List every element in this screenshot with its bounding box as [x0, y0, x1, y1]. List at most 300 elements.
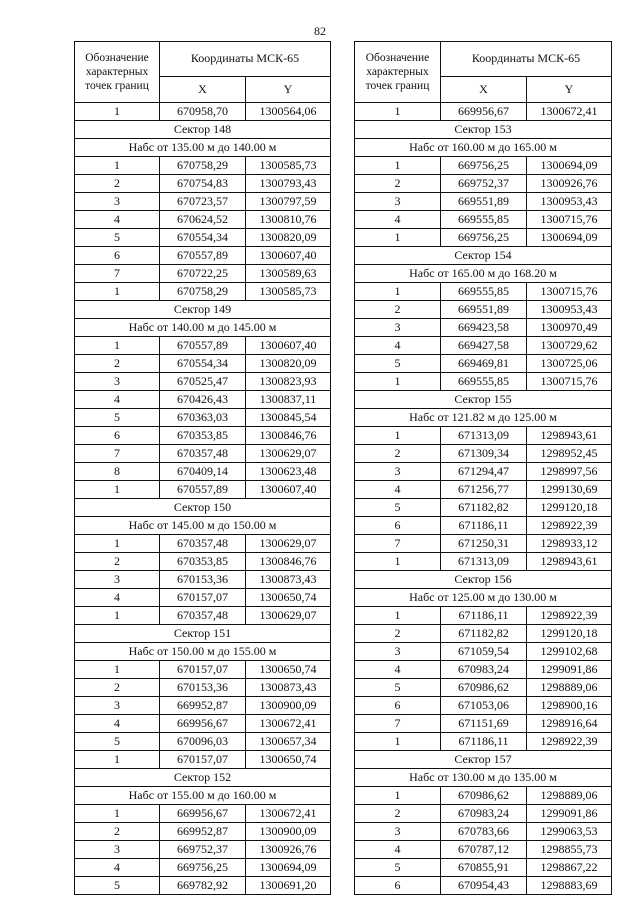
header-coordinates: Координаты МСК-65: [160, 42, 331, 77]
y-coordinate-cell: 1299063,53: [527, 823, 612, 841]
table-row: [355, 211, 612, 229]
sector-row: [355, 121, 612, 139]
x-coordinate-cell: 670557,89: [160, 481, 246, 499]
table-row: [75, 805, 331, 823]
table-row: [75, 427, 331, 445]
table-row: [75, 607, 331, 625]
table-row: [355, 337, 612, 355]
x-coordinate-cell: 670157,07: [160, 589, 246, 607]
y-coordinate-cell: 1300820,09: [246, 229, 331, 247]
table-row: [75, 589, 331, 607]
table-body-left: [75, 103, 331, 895]
x-coordinate-cell: 669956,67: [160, 805, 246, 823]
point-number-cell: 4: [355, 337, 441, 355]
height-range-row: [75, 319, 331, 337]
y-coordinate-cell: 1300585,73: [246, 283, 331, 301]
x-coordinate-cell: 670096,03: [160, 733, 246, 751]
y-coordinate-cell: 1298922,39: [527, 517, 612, 535]
table-row: [75, 247, 331, 265]
point-number-cell: 6: [355, 697, 441, 715]
x-coordinate-cell: 670958,70: [160, 103, 246, 121]
x-coordinate-cell: 669752,37: [441, 175, 527, 193]
sector-title: Сектор 152: [75, 769, 331, 787]
x-coordinate-cell: 670624,52: [160, 211, 246, 229]
point-number-cell: 3: [75, 373, 160, 391]
table-row: [355, 373, 612, 391]
table-row: [75, 823, 331, 841]
table-row: [355, 733, 612, 751]
point-number-cell: 3: [355, 643, 441, 661]
point-number-cell: 1: [355, 733, 441, 751]
y-coordinate-cell: 1300970,49: [527, 319, 612, 337]
point-number-cell: 2: [75, 823, 160, 841]
table-row: [355, 787, 612, 805]
y-coordinate-cell: 1298922,39: [527, 733, 612, 751]
point-number-cell: 1: [75, 751, 160, 769]
point-number-cell: 3: [75, 571, 160, 589]
y-coordinate-cell: 1300650,74: [246, 751, 331, 769]
height-range-row: [75, 787, 331, 805]
y-coordinate-cell: 1298889,06: [527, 787, 612, 805]
point-number-cell: 4: [75, 859, 160, 877]
x-coordinate-cell: 670554,34: [160, 229, 246, 247]
height-range-row: [75, 517, 331, 535]
coordinates-table-left: [74, 41, 331, 895]
x-coordinate-cell: 670157,07: [160, 661, 246, 679]
y-coordinate-cell: 1300797,59: [246, 193, 331, 211]
point-number-cell: 1: [75, 481, 160, 499]
table-row: [75, 841, 331, 859]
x-coordinate-cell: 671294,47: [441, 463, 527, 481]
x-coordinate-cell: 671256,77: [441, 481, 527, 499]
point-number-cell: 2: [75, 679, 160, 697]
x-coordinate-cell: 669782,92: [160, 877, 246, 895]
x-coordinate-cell: 670153,36: [160, 679, 246, 697]
y-coordinate-cell: 1300672,41: [246, 715, 331, 733]
point-number-cell: 1: [355, 553, 441, 571]
y-coordinate-cell: 1298943,61: [527, 553, 612, 571]
point-number-cell: 3: [355, 463, 441, 481]
sector-title: Сектор 154: [355, 247, 612, 265]
x-coordinate-cell: 669956,67: [441, 103, 527, 121]
table-row: [355, 283, 612, 301]
x-coordinate-cell: 671186,11: [441, 607, 527, 625]
table-row: [355, 715, 612, 733]
point-number-cell: 7: [75, 265, 160, 283]
x-coordinate-cell: 671250,31: [441, 535, 527, 553]
point-number-cell: 2: [355, 175, 441, 193]
point-number-cell: 1: [75, 535, 160, 553]
x-coordinate-cell: 671186,11: [441, 733, 527, 751]
table-row: [355, 823, 612, 841]
height-range: Набс от 145.00 м до 150.00 м: [75, 517, 331, 535]
x-coordinate-cell: 669469,81: [441, 355, 527, 373]
y-coordinate-cell: 1300629,07: [246, 445, 331, 463]
y-coordinate-cell: 1300672,41: [246, 805, 331, 823]
point-number-cell: 1: [75, 607, 160, 625]
y-coordinate-cell: 1298997,56: [527, 463, 612, 481]
table-row: [75, 553, 331, 571]
x-coordinate-cell: 670983,24: [441, 661, 527, 679]
table-row: [75, 751, 331, 769]
y-coordinate-cell: 1300715,76: [527, 283, 612, 301]
y-coordinate-cell: 1300629,07: [246, 607, 331, 625]
point-number-cell: 8: [75, 463, 160, 481]
height-range: Набс от 125.00 м до 130.00 м: [355, 589, 612, 607]
x-coordinate-cell: 669756,25: [441, 229, 527, 247]
point-number-cell: 4: [355, 841, 441, 859]
table-row: [355, 355, 612, 373]
y-coordinate-cell: 1300650,74: [246, 589, 331, 607]
table-row: [355, 859, 612, 877]
x-coordinate-cell: 671059,54: [441, 643, 527, 661]
point-number-cell: 2: [75, 355, 160, 373]
y-coordinate-cell: 1300691,20: [246, 877, 331, 895]
x-coordinate-cell: 670758,29: [160, 283, 246, 301]
table-row: [355, 697, 612, 715]
x-coordinate-cell: 670353,85: [160, 427, 246, 445]
height-range-row: [355, 589, 612, 607]
y-coordinate-cell: 1300715,76: [527, 373, 612, 391]
point-number-cell: 4: [355, 211, 441, 229]
y-coordinate-cell: 1300585,73: [246, 157, 331, 175]
x-coordinate-cell: 670722,25: [160, 265, 246, 283]
x-coordinate-cell: 670153,36: [160, 571, 246, 589]
table-row: [75, 337, 331, 355]
point-number-cell: 4: [75, 391, 160, 409]
table-row: [355, 319, 612, 337]
table-row: [355, 877, 612, 895]
point-number-cell: 7: [75, 445, 160, 463]
point-number-cell: 4: [75, 211, 160, 229]
x-coordinate-cell: 669756,25: [441, 157, 527, 175]
sector-row: [75, 625, 331, 643]
point-number-cell: 1: [355, 607, 441, 625]
point-number-cell: 1: [75, 283, 160, 301]
y-coordinate-cell: 1298867,22: [527, 859, 612, 877]
x-coordinate-cell: 670554,34: [160, 355, 246, 373]
y-coordinate-cell: 1300629,07: [246, 535, 331, 553]
header-designation: Обозначение характерных точек границ: [355, 42, 441, 103]
x-coordinate-cell: 670954,43: [441, 877, 527, 895]
y-coordinate-cell: 1300607,40: [246, 481, 331, 499]
x-coordinate-cell: 671309,34: [441, 445, 527, 463]
point-number-cell: 6: [355, 517, 441, 535]
y-coordinate-cell: 1300900,09: [246, 823, 331, 841]
point-number-cell: 1: [355, 157, 441, 175]
x-coordinate-cell: 670783,66: [441, 823, 527, 841]
x-coordinate-cell: 671182,82: [441, 625, 527, 643]
page-number: 82: [314, 24, 326, 38]
point-number-cell: 2: [75, 175, 160, 193]
y-coordinate-cell: 1300564,06: [246, 103, 331, 121]
point-number-cell: 5: [355, 859, 441, 877]
table-row: [355, 661, 612, 679]
y-coordinate-cell: 1299091,86: [527, 661, 612, 679]
table-row: [355, 463, 612, 481]
sector-title: Сектор 153: [355, 121, 612, 139]
table-row: [75, 175, 331, 193]
point-number-cell: 1: [355, 103, 441, 121]
table-row: [355, 805, 612, 823]
y-coordinate-cell: 1300657,34: [246, 733, 331, 751]
y-coordinate-cell: 1300623,48: [246, 463, 331, 481]
point-number-cell: 6: [75, 427, 160, 445]
x-coordinate-cell: 670758,29: [160, 157, 246, 175]
header-x: X: [441, 76, 527, 102]
table-row: [75, 355, 331, 373]
sector-row: [75, 769, 331, 787]
table-row: [355, 445, 612, 463]
point-number-cell: 7: [355, 715, 441, 733]
table-row: [355, 625, 612, 643]
x-coordinate-cell: 670986,62: [441, 787, 527, 805]
table-row: [355, 841, 612, 859]
height-range: Набс от 140.00 м до 145.00 м: [75, 319, 331, 337]
point-number-cell: 3: [75, 841, 160, 859]
table-row: [355, 607, 612, 625]
table-row: [75, 877, 331, 895]
table-row: [355, 301, 612, 319]
height-range: Набс от 155.00 м до 160.00 м: [75, 787, 331, 805]
table-row: [75, 697, 331, 715]
y-coordinate-cell: 1300823,93: [246, 373, 331, 391]
x-coordinate-cell: 670409,14: [160, 463, 246, 481]
table-body-right: [355, 103, 612, 895]
sector-title: Сектор 157: [355, 751, 612, 769]
sector-title: Сектор 156: [355, 571, 612, 589]
table-row: [355, 643, 612, 661]
point-number-cell: 1: [75, 661, 160, 679]
sector-row: [355, 391, 612, 409]
point-number-cell: 2: [355, 445, 441, 463]
x-coordinate-cell: 670723,57: [160, 193, 246, 211]
table-row: [355, 499, 612, 517]
y-coordinate-cell: 1298943,61: [527, 427, 612, 445]
x-coordinate-cell: 670353,85: [160, 553, 246, 571]
table-row: [355, 427, 612, 445]
x-coordinate-cell: 670557,89: [160, 247, 246, 265]
sector-title: Сектор 148: [75, 121, 331, 139]
y-coordinate-cell: 1299120,18: [527, 499, 612, 517]
x-coordinate-cell: 670986,62: [441, 679, 527, 697]
point-number-cell: 3: [355, 319, 441, 337]
y-coordinate-cell: 1300715,76: [527, 211, 612, 229]
point-number-cell: 2: [355, 805, 441, 823]
sector-title: Сектор 151: [75, 625, 331, 643]
table-row: [355, 175, 612, 193]
table-row: [355, 553, 612, 571]
x-coordinate-cell: 669423,58: [441, 319, 527, 337]
table-row: [75, 463, 331, 481]
x-coordinate-cell: 670855,91: [441, 859, 527, 877]
x-coordinate-cell: 671186,11: [441, 517, 527, 535]
header-y: Y: [246, 76, 331, 102]
x-coordinate-cell: 670754,83: [160, 175, 246, 193]
table-row: [75, 859, 331, 877]
point-number-cell: 1: [355, 787, 441, 805]
sector-title: Сектор 150: [75, 499, 331, 517]
y-coordinate-cell: 1298900,16: [527, 697, 612, 715]
x-coordinate-cell: 671151,69: [441, 715, 527, 733]
y-coordinate-cell: 1300846,76: [246, 553, 331, 571]
point-number-cell: 3: [355, 823, 441, 841]
height-range: Набс от 160.00 м до 165.00 м: [355, 139, 612, 157]
y-coordinate-cell: 1299091,86: [527, 805, 612, 823]
x-coordinate-cell: 669952,87: [160, 697, 246, 715]
y-coordinate-cell: 1300725,06: [527, 355, 612, 373]
y-coordinate-cell: 1298933,12: [527, 535, 612, 553]
y-coordinate-cell: 1300820,09: [246, 355, 331, 373]
x-coordinate-cell: 669952,87: [160, 823, 246, 841]
x-coordinate-cell: 669555,85: [441, 211, 527, 229]
sector-row: [75, 301, 331, 319]
table-row: [75, 193, 331, 211]
table-row: [75, 157, 331, 175]
table-row: [75, 409, 331, 427]
table-row: [355, 229, 612, 247]
point-number-cell: 1: [355, 373, 441, 391]
y-coordinate-cell: 1300793,43: [246, 175, 331, 193]
table-row: [355, 679, 612, 697]
point-number-cell: 5: [75, 877, 160, 895]
height-range-row: [75, 139, 331, 157]
x-coordinate-cell: 670525,47: [160, 373, 246, 391]
height-range: Набс от 165.00 м до 168.20 м: [355, 265, 612, 283]
sector-row: [355, 247, 612, 265]
y-coordinate-cell: 1300900,09: [246, 697, 331, 715]
table-row: [75, 733, 331, 751]
point-number-cell: 7: [355, 535, 441, 553]
point-number-cell: 3: [355, 193, 441, 211]
point-number-cell: 4: [355, 661, 441, 679]
sector-title: Сектор 155: [355, 391, 612, 409]
x-coordinate-cell: 669956,67: [160, 715, 246, 733]
y-coordinate-cell: 1300845,54: [246, 409, 331, 427]
y-coordinate-cell: 1300926,76: [246, 841, 331, 859]
point-number-cell: 5: [75, 409, 160, 427]
x-coordinate-cell: 670557,89: [160, 337, 246, 355]
table-row: [75, 715, 331, 733]
height-range-row: [355, 265, 612, 283]
y-coordinate-cell: 1298952,45: [527, 445, 612, 463]
table-row: [75, 103, 331, 121]
table-row: [75, 445, 331, 463]
y-coordinate-cell: 1300694,09: [527, 229, 612, 247]
y-coordinate-cell: 1300729,62: [527, 337, 612, 355]
y-coordinate-cell: 1300672,41: [527, 103, 612, 121]
x-coordinate-cell: 671313,09: [441, 427, 527, 445]
height-range: Набс от 121.82 м до 125.00 м: [355, 409, 612, 427]
x-coordinate-cell: 670787,12: [441, 841, 527, 859]
y-coordinate-cell: 1300810,76: [246, 211, 331, 229]
table-row: [355, 157, 612, 175]
point-number-cell: 6: [75, 247, 160, 265]
x-coordinate-cell: 670157,07: [160, 751, 246, 769]
table-row: [355, 481, 612, 499]
y-coordinate-cell: 1300694,09: [246, 859, 331, 877]
y-coordinate-cell: 1300873,43: [246, 679, 331, 697]
table-row: [355, 535, 612, 553]
point-number-cell: 2: [355, 625, 441, 643]
y-coordinate-cell: 1300873,43: [246, 571, 331, 589]
table-row: [75, 481, 331, 499]
y-coordinate-cell: 1300846,76: [246, 427, 331, 445]
y-coordinate-cell: 1298855,73: [527, 841, 612, 859]
height-range: Набс от 130.00 м до 135.00 м: [355, 769, 612, 787]
height-range-row: [355, 409, 612, 427]
point-number-cell: 1: [355, 283, 441, 301]
table-row: [75, 211, 331, 229]
sector-row: [355, 751, 612, 769]
table-row: [75, 571, 331, 589]
x-coordinate-cell: 670426,43: [160, 391, 246, 409]
point-number-cell: 5: [75, 733, 160, 751]
height-range-row: [355, 769, 612, 787]
y-coordinate-cell: 1298889,06: [527, 679, 612, 697]
point-number-cell: 5: [355, 679, 441, 697]
sector-row: [75, 499, 331, 517]
sector-row: [75, 121, 331, 139]
x-coordinate-cell: 670357,48: [160, 607, 246, 625]
y-coordinate-cell: 1300953,43: [527, 193, 612, 211]
header-designation: Обозначение характерных точек границ: [75, 42, 160, 103]
point-number-cell: 2: [75, 553, 160, 571]
point-number-cell: 1: [355, 427, 441, 445]
y-coordinate-cell: 1300650,74: [246, 661, 331, 679]
point-number-cell: 3: [75, 697, 160, 715]
table-row: [75, 265, 331, 283]
x-coordinate-cell: 669551,89: [441, 301, 527, 319]
coordinates-table-right: [354, 41, 612, 895]
x-coordinate-cell: 670363,03: [160, 409, 246, 427]
table-row: [355, 517, 612, 535]
x-coordinate-cell: 670983,24: [441, 805, 527, 823]
point-number-cell: 4: [75, 715, 160, 733]
header-y: Y: [527, 76, 612, 102]
table-row: [355, 103, 612, 121]
sector-row: [355, 571, 612, 589]
table-row: [75, 535, 331, 553]
y-coordinate-cell: 1300694,09: [527, 157, 612, 175]
point-number-cell: 1: [75, 103, 160, 121]
y-coordinate-cell: 1300607,40: [246, 247, 331, 265]
x-coordinate-cell: 670357,48: [160, 535, 246, 553]
x-coordinate-cell: 669555,85: [441, 283, 527, 301]
height-range-row: [355, 139, 612, 157]
table-row: [75, 661, 331, 679]
y-coordinate-cell: 1299102,68: [527, 643, 612, 661]
header-coordinates: Координаты МСК-65: [441, 42, 612, 77]
y-coordinate-cell: 1299120,18: [527, 625, 612, 643]
x-coordinate-cell: 671053,06: [441, 697, 527, 715]
point-number-cell: 5: [75, 229, 160, 247]
height-range-row: [75, 643, 331, 661]
point-number-cell: 4: [75, 589, 160, 607]
table-row: [355, 193, 612, 211]
x-coordinate-cell: 670357,48: [160, 445, 246, 463]
x-coordinate-cell: 669551,89: [441, 193, 527, 211]
header-x: X: [160, 76, 246, 102]
table-row: [75, 679, 331, 697]
table-row: [75, 373, 331, 391]
x-coordinate-cell: 669756,25: [160, 859, 246, 877]
sector-title: Сектор 149: [75, 301, 331, 319]
point-number-cell: 5: [355, 499, 441, 517]
y-coordinate-cell: 1298883,69: [527, 877, 612, 895]
height-range: Набс от 135.00 м до 140.00 м: [75, 139, 331, 157]
table-row: [75, 391, 331, 409]
